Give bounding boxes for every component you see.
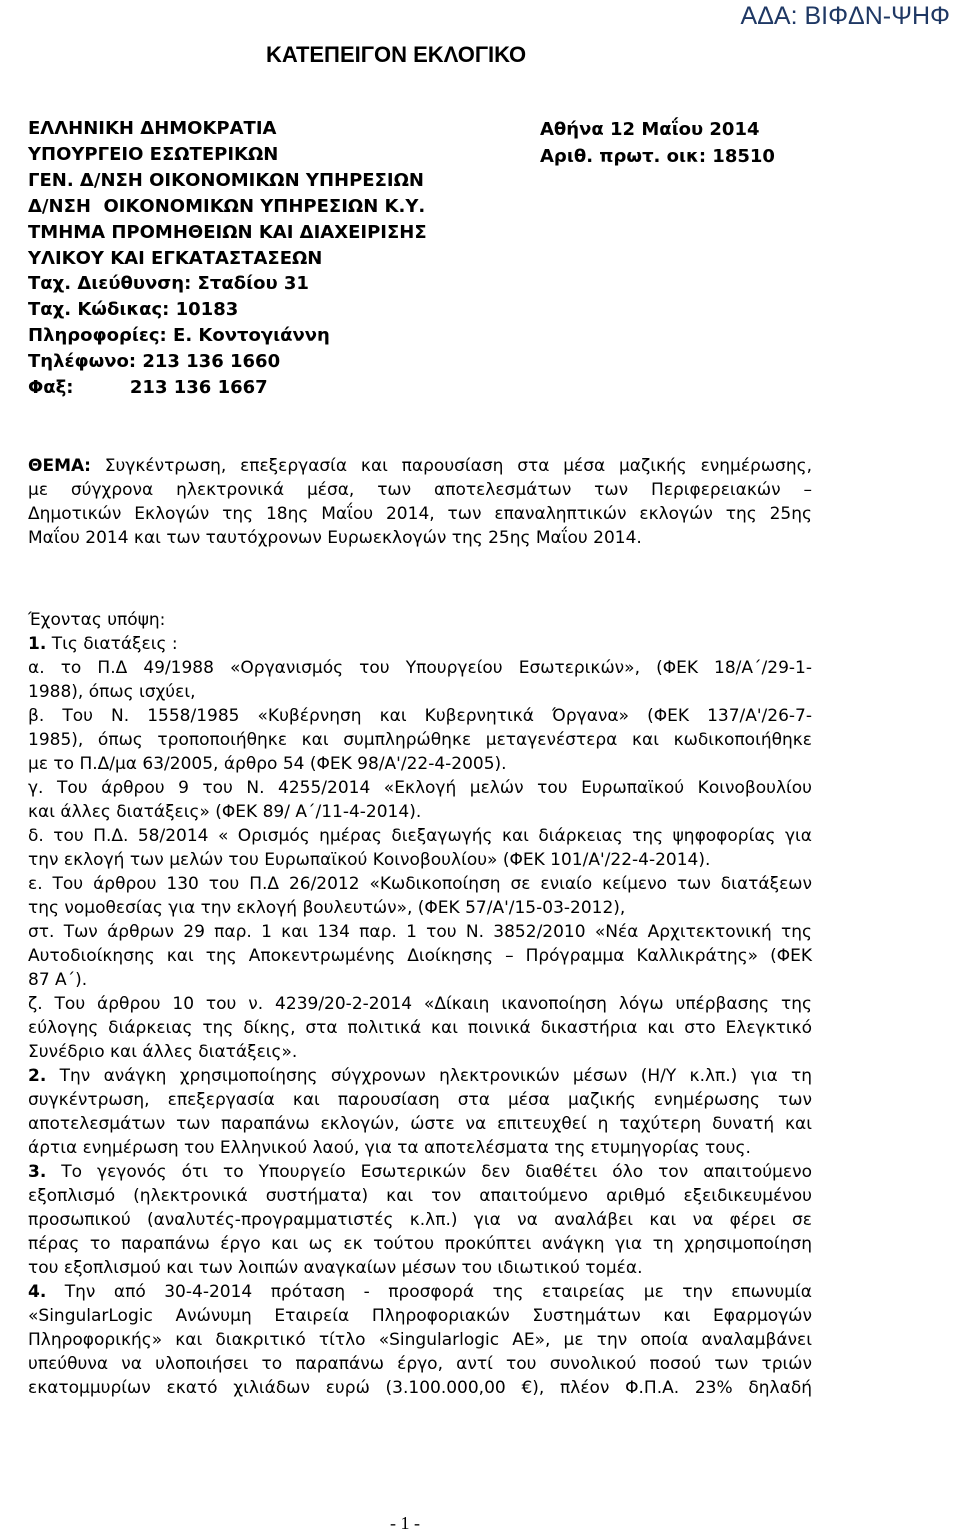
date-block xyxy=(540,116,775,170)
considering-line xyxy=(28,728,812,752)
considering-line xyxy=(28,920,812,944)
considering-text: ε. Του άρθρου 130 του Π.Δ 26/2012 «Κωδικοποίηση σε ενιαίο κείμενο των διατάξεων xyxy=(28,874,812,894)
considering-line xyxy=(28,1088,812,1112)
considering-text: και άλλες διατάξεις» (ΦΕΚ 89/ Α΄/11-4-2014). xyxy=(28,802,422,822)
subject-line: Δημοτικών Εκλογών της 18ης Μαΐου 2014, των επαναληπτικών εκλογών της 25ης xyxy=(28,504,812,524)
item-number: 2. xyxy=(28,1066,47,1086)
sender-line: Ταχ. Διεύθυνση: Σταδίου 31 xyxy=(28,273,309,295)
considering-text: 1988), όπως ισχύει, xyxy=(28,682,196,702)
considering-line xyxy=(28,1328,812,1352)
item-number: 4. xyxy=(28,1282,47,1302)
considering-line xyxy=(28,1160,812,1184)
considering-line xyxy=(28,800,812,824)
sender-line: ΥΛΙΚΟΥ ΚΑΙ ΕΓΚΑΤΑΣΤΑΣΕΩΝ xyxy=(28,247,323,269)
considering-text: πέρας το παραπάνω έργο και ως εκ τούτου προκύπτει ανάγκη για τη χρησιμοποίηση xyxy=(28,1234,812,1254)
considering-line xyxy=(28,1040,812,1064)
subject-text: Συγκέντρωση, επεξεργασία και παρουσίαση στα μέσα μαζικής ενημέρωσης, xyxy=(90,456,812,476)
considering-text: 1985), όπως τροποποιήθηκε και συμπληρώθηκε μεταγενέστερα και κωδικοποιήθηκε xyxy=(28,730,812,750)
sender-line: Ταχ. Κώδικας: 10183 xyxy=(28,299,239,321)
considering-text: Το γεγονός ότι το Υπουργείο Εσωτερικών δεν διαθέτει όλο τον απαιτούμενο xyxy=(46,1162,812,1182)
sender-line: ΕΛΛΗΝΙΚΗ ΔΗΜΟΚΡΑΤΙΑ xyxy=(28,118,277,139)
subject-block xyxy=(28,454,812,550)
considering-text: Την ανάγκη χρησιμοποίησης σύγχρονων ηλεκτρονικών μέσων (Η/Υ κ.λπ.) για τη xyxy=(46,1066,812,1086)
sender-line: ΥΠΟΥΡΓΕΙΟ ΕΣΩΤΕΡΙΚΩΝ xyxy=(28,143,279,165)
considering-text: εύλογης διάρκειας της δίκης, στα πολιτικά και ποινικά δικαστήρια και στο Ελεγκτικό xyxy=(28,1018,812,1038)
document-date: Αθήνα 12 Μαΐου 2014 xyxy=(540,119,760,140)
considering-text: συγκέντρωση, επεξεργασία και παρουσίαση στα μέσα μαζικής ενημέρωσης των xyxy=(28,1090,812,1110)
considering-line xyxy=(28,704,812,728)
considering-text: προσωπικού (αναλυτές-προγραμματιστές κ.λπ.) για να αναλάβει και να φέρει σε xyxy=(28,1210,812,1230)
considering-text: εκατομμυρίων εκατό χιλιάδων ευρώ (3.100.000,00 €), πλέον Φ.Π.Α. 23% δηλαδή xyxy=(28,1378,812,1398)
considering-line xyxy=(28,1256,812,1280)
sender-line: ΓΕΝ. Δ/ΝΣΗ ΟΙΚΟΝΟΜΙΚΩΝ ΥΠΗΡΕΣΙΩΝ xyxy=(28,169,424,191)
considering-text: της νομοθεσίας για την εκλογή βουλευτών», (ΦΕΚ 57/Α'/15-03-2012), xyxy=(28,898,626,918)
subject-line: με σύγχρονα ηλεκτρονικά μέσα, των αποτελεσμάτων των Περιφερειακών – xyxy=(28,480,812,500)
considering-line xyxy=(28,632,812,656)
sender-line: Φαξ: 213 136 1667 xyxy=(28,377,268,399)
sender-line: Πληροφορίες: Ε. Κοντογιάννη xyxy=(28,325,330,347)
considering-text: Αυτοδιοίκησης και της Αποκεντρωμένης Διοίκησης – Πρόγραμμα Καλλικράτης» (ΦΕΚ xyxy=(28,946,812,966)
subject-line: Μαΐου 2014 και των ταυτόχρονων Ευρωεκλογών της 25ης Μαΐου 2014. xyxy=(28,528,642,548)
considering-line xyxy=(28,872,812,896)
sender-block xyxy=(28,116,427,401)
considering-block xyxy=(28,608,812,1400)
considering-line xyxy=(28,1064,812,1088)
considering-text: α. το Π.Δ 49/1988 «Οργανισμός του Υπουργείου Εσωτερικών», (ΦΕΚ 18/Α΄/29-1- xyxy=(28,658,812,678)
considering-text: υπεύθυνα να υλοποιήσει το παραπάνω έργο, αντί του συνολικού ποσού των τριών xyxy=(28,1354,812,1374)
considering-text: γ. Του άρθρου 9 του Ν. 4255/2014 «Εκλογή μελών του Ευρωπαϊκού Κοινοβουλίου xyxy=(28,778,812,798)
considering-line xyxy=(28,752,812,776)
considering-line xyxy=(28,1016,812,1040)
considering-line xyxy=(28,1376,812,1400)
considering-line xyxy=(28,896,812,920)
sender-line: Δ/ΝΣΗ ΟΙΚΟΝΟΜΙΚΩΝ ΥΠΗΡΕΣΙΩΝ Κ.Υ. xyxy=(28,195,426,217)
considering-text: στ. Των άρθρων 29 παρ. 1 και 134 παρ. 1 του Ν. 3852/2010 «Νέα Αρχιτεκτονική της xyxy=(28,922,812,942)
considering-line xyxy=(28,992,812,1016)
considering-line xyxy=(28,1352,812,1376)
item-number: 1. xyxy=(28,634,47,654)
considering-text: «SingularLogic Ανώνυμη Εταιρεία Πληροφοριακών Συστημάτων και Εφαρμογών xyxy=(28,1306,812,1326)
considering-line xyxy=(28,1304,812,1328)
considering-line xyxy=(28,824,812,848)
considering-line xyxy=(28,1136,812,1160)
considering-line xyxy=(28,848,812,872)
protocol-number: Αριθ. πρωτ. οικ: 18510 xyxy=(540,146,775,167)
page-number: - 1 - xyxy=(390,1513,420,1533)
considering-text: αποτελεσμάτων των παραπάνω εκλογών, ώστε να επιτευχθεί η ταχύτερη δυνατή και xyxy=(28,1114,812,1134)
subject-label: ΘΕΜΑ: xyxy=(28,456,91,476)
considering-line xyxy=(28,968,812,992)
ada-code: ΑΔΑ: ΒΙΦΔΝ-ΨΗΦ xyxy=(740,2,950,30)
considering-text: Έχοντας υπόψη: xyxy=(28,610,166,630)
considering-text: β. Του Ν. 1558/1985 «Κυβέρνηση και Κυβερνητικά Όργανα» (ΦΕΚ 137/Α'/26-7- xyxy=(28,706,812,726)
considering-line xyxy=(28,608,812,632)
considering-text: άρτια ενημέρωση του Ελληνικού λαού, για τα αποτελέσματα της ετυμηγορίας τους. xyxy=(28,1138,751,1158)
considering-text: Την από 30-4-2014 πρόταση - προσφορά της εταιρείας με την επωνυμία xyxy=(46,1282,812,1302)
considering-text: Τις διατάξεις : xyxy=(46,634,178,654)
urgency-heading: ΚΑΤΕΠΕΙΓΟΝ ΕΚΛΟΓΙΚΟ xyxy=(266,42,527,67)
sender-line: ΤΜΗΜΑ ΠΡΟΜΗΘΕΙΩΝ ΚΑΙ ΔΙΑΧΕΙΡΙΣΗΣ xyxy=(28,221,427,243)
considering-text: του εξοπλισμού και των λοιπών αναγκαίων μέσων του ιδιωτικού τομέα. xyxy=(28,1258,643,1278)
considering-line xyxy=(28,1232,812,1256)
considering-line xyxy=(28,1280,812,1304)
considering-line xyxy=(28,680,812,704)
considering-line xyxy=(28,656,812,680)
considering-text: δ. του Π.Δ. 58/2014 « Ορισμός ημέρας διεξαγωγής και διάρκειας της ψηφοφορίας για xyxy=(28,826,812,846)
considering-text: ζ. Του άρθρου 10 του ν. 4239/20-2-2014 «Δίκαιη ικανοποίηση λόγω υπέρβασης της xyxy=(28,994,812,1014)
considering-text: την εκλογή των μελών του Ευρωπαϊκού Κοινοβουλίου» (ΦΕΚ 101/Α'/22-4-2014). xyxy=(28,850,711,870)
considering-text: 87 Α΄). xyxy=(28,970,88,990)
considering-text: εξοπλισμό (ηλεκτρονικά συστήματα) και τον απαιτούμενο αριθμό εξειδικευμένου xyxy=(28,1186,812,1206)
subject-line xyxy=(28,454,812,478)
considering-line xyxy=(28,1184,812,1208)
item-number: 3. xyxy=(28,1162,47,1182)
considering-text: Πληροφορικής» και διακριτικό τίτλο «Singularlogic ΑΕ», με την οποία αναλαμβάνει xyxy=(28,1330,812,1350)
considering-text: με το Π.Δ/μα 63/2005, άρθρο 54 (ΦΕΚ 98/Α'/22-4-2005). xyxy=(28,754,507,774)
considering-text: Συνέδριο και άλλες διατάξεις». xyxy=(28,1042,298,1062)
considering-line xyxy=(28,1112,812,1136)
considering-line xyxy=(28,944,812,968)
considering-line xyxy=(28,1208,812,1232)
considering-line xyxy=(28,776,812,800)
sender-line: Τηλέφωνο: 213 136 1660 xyxy=(28,351,281,373)
